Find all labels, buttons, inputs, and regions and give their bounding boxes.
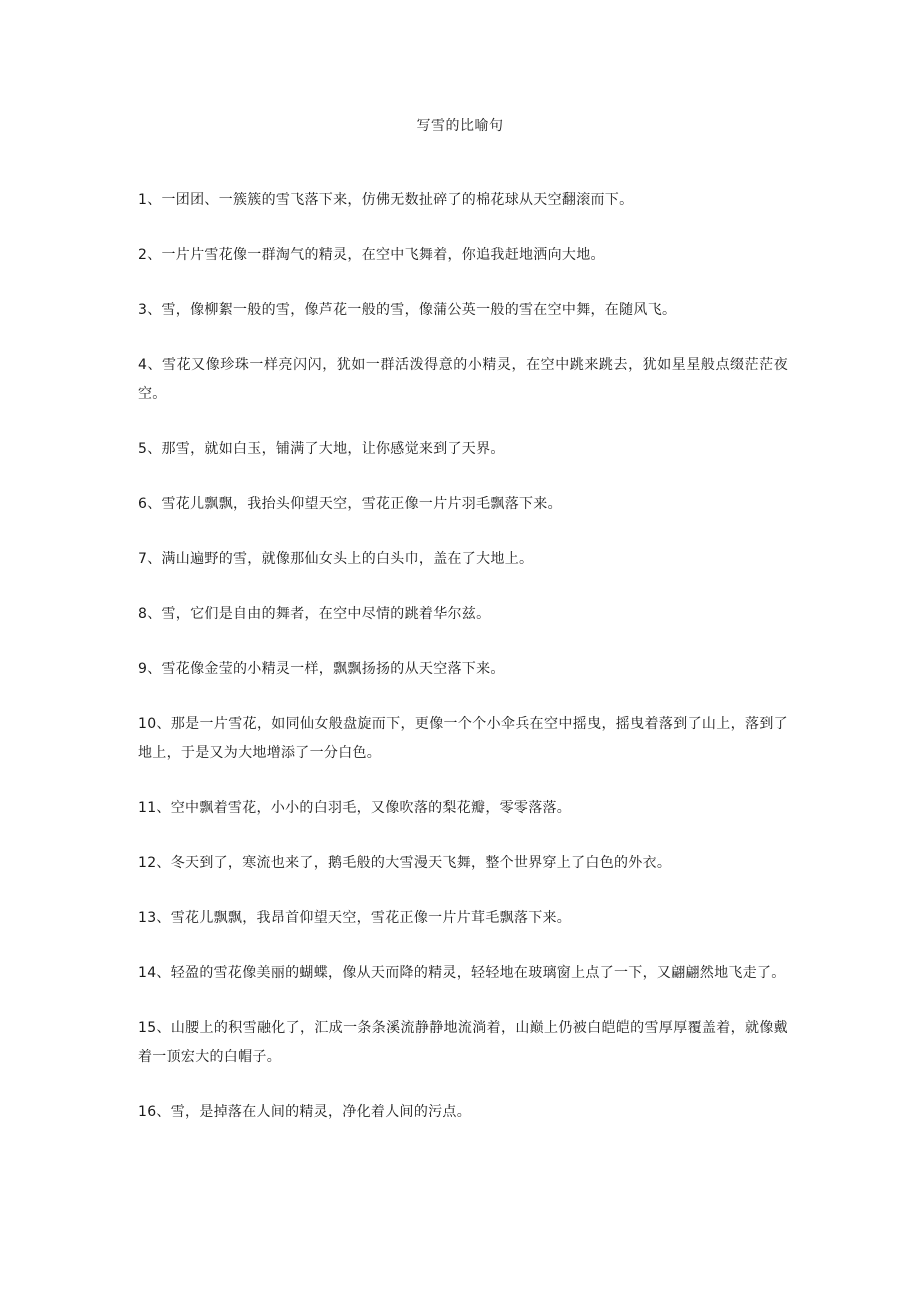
list-item: 12、冬天到了，寒流也来了，鹅毛般的大雪漫天飞舞，整个世界穿上了白色的外衣。 bbox=[138, 855, 672, 871]
list-item: 8、雪，它们是自由的舞者，在空中尽情的跳着华尔兹。 bbox=[138, 606, 491, 622]
list-item: 6、雪花儿飘飘，我抬头仰望天空，雪花正像一片片羽毛飘落下来。 bbox=[138, 496, 562, 512]
list-item: 3、雪，像柳絮一般的雪，像芦花一般的雪，像蒲公英一般的雪在空中舞，在随风飞。 bbox=[138, 302, 677, 318]
list-item: 9、雪花像金莹的小精灵一样，飘飘扬扬的从天空落下来。 bbox=[138, 661, 505, 677]
list-item: 11、空中飘着雪花，小小的白羽毛，又像吹落的梨花瓣，零零落落。 bbox=[138, 800, 572, 816]
list-item: 2、一片片雪花像一群淘气的精灵，在空中飞舞着，你追我赶地洒向大地。 bbox=[138, 247, 605, 263]
list-item: 15、山腰上的积雪融化了，汇成一条条溪流静静地流淌着，山巅上仍被白皑皑的雪厚厚覆盖着，就像戴着一顶宏大的白帽子。 bbox=[138, 1020, 788, 1065]
document-title: 写雪的比喻句 bbox=[416, 118, 504, 134]
list-item: 5、那雪，就如白玉，铺满了大地，让你感觉来到了天界。 bbox=[138, 441, 505, 457]
list-item: 1、一团团、一簇簇的雪飞落下来，仿佛无数扯碎了的棉花球从天空翻滚而下。 bbox=[138, 192, 634, 208]
list-item: 7、满山遍野的雪，就像那仙女头上的白头巾，盖在了大地上。 bbox=[138, 551, 534, 567]
list-item: 16、雪，是掉落在人间的精灵，净化着人间的污点。 bbox=[138, 1104, 472, 1120]
list-item: 10、那是一片雪花，如同仙女般盘旋而下，更像一个个小伞兵在空中摇曳，摇曳着落到了山上，落到了地上，于是又为大地增添了一分白色。 bbox=[138, 716, 788, 761]
list-item: 14、轻盈的雪花像美丽的蝴蝶，像从天而降的精灵，轻轻地在玻璃窗上点了一下，又翩翩然地飞走了。 bbox=[138, 965, 786, 981]
simile-list bbox=[138, 186, 788, 1153]
list-item: 13、雪花儿飘飘，我昂首仰望天空，雪花正像一片片茸毛飘落下来。 bbox=[138, 910, 572, 926]
list-item: 4、雪花又像珍珠一样亮闪闪，犹如一群活泼得意的小精灵，在空中跳来跳去，犹如星星般点缀茫茫夜空。 bbox=[138, 357, 788, 402]
